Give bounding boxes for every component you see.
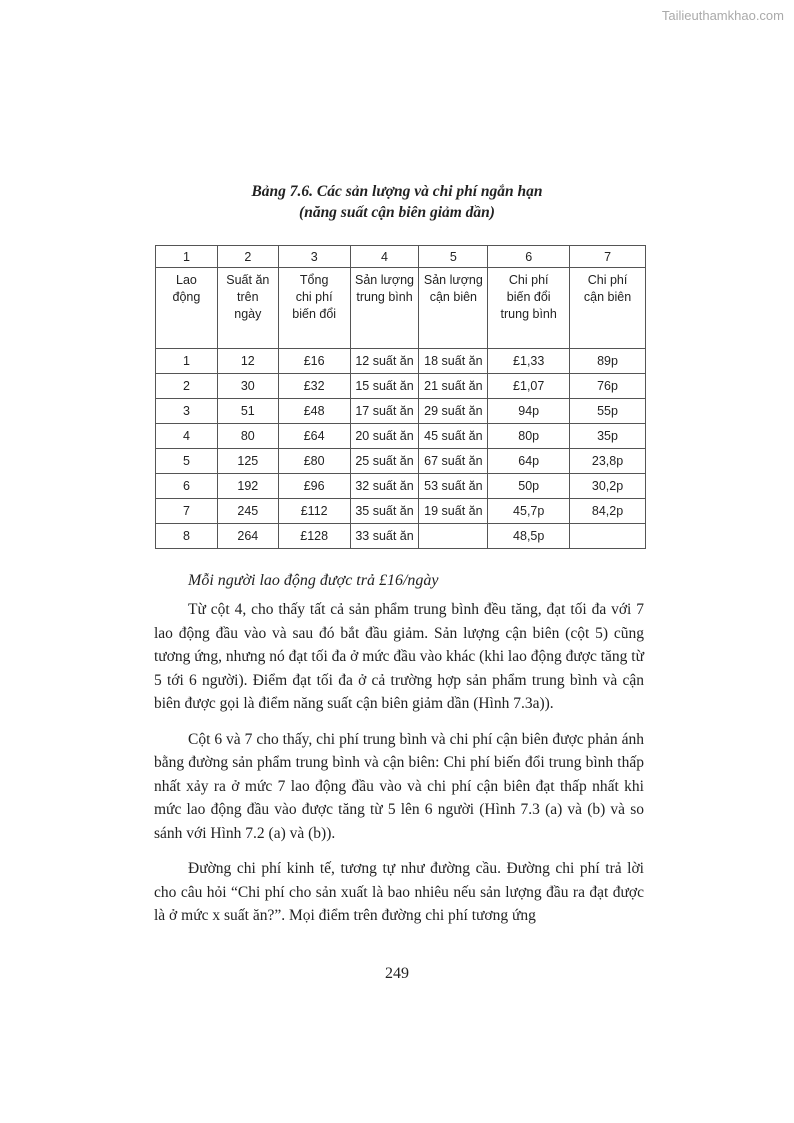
- caption-title: Bảng 7.6. Các sản lượng và chi phí ngắn hạn: [251, 183, 543, 200]
- column-header-line: chi phí: [295, 290, 333, 304]
- table-cell: 45 suất ăn: [419, 424, 488, 449]
- column-header: [217, 268, 278, 349]
- table-cell: 2: [156, 374, 218, 399]
- column-header: [350, 268, 419, 349]
- column-number: 7: [570, 246, 646, 268]
- column-number: 5: [419, 246, 488, 268]
- column-header-line: cận biên: [583, 290, 632, 304]
- column-header: [570, 268, 646, 349]
- table-cell: £128: [278, 524, 350, 549]
- table-cell: 7: [156, 499, 218, 524]
- table-cell: 6: [156, 474, 218, 499]
- column-number: 3: [278, 246, 350, 268]
- column-number: 6: [488, 246, 570, 268]
- table-cell: 17 suất ăn: [350, 399, 419, 424]
- column-header-line: Tổng: [299, 273, 329, 287]
- table-cell: 35p: [570, 424, 646, 449]
- table-cell: [419, 524, 488, 549]
- table-row: [156, 424, 646, 449]
- table-row: [156, 449, 646, 474]
- table-cell: £1,33: [488, 349, 570, 374]
- table-cell: 89p: [570, 349, 646, 374]
- table-cell: 29 suất ăn: [419, 399, 488, 424]
- table-cell: 21 suất ăn: [419, 374, 488, 399]
- table-cell: 30: [217, 374, 278, 399]
- column-header-line: động: [172, 290, 201, 304]
- paragraph-1: Từ cột 4, cho thấy tất cả sản phẩm trung bình đều tăng, đạt tối đa với 7 lao động đầu vào và sau đó bắt đầu giảm. Sản lượng cận biên (cột 5) cũng tương ứng, nhưng nó đạt tối đa ở mức đầu vào khác (khi lao động được tăng từ 5 tới 6 người). Điểm đạt tối đa ở cả trường hợp sản phẩm trung bình và cận biên được gọi là điểm năng suất cận biên giảm dần (Hình 7.3a)).: [154, 601, 644, 712]
- table-row: [156, 499, 646, 524]
- table-cell: 25 suất ăn: [350, 449, 419, 474]
- page-number: 249: [385, 965, 409, 982]
- table-cell: £64: [278, 424, 350, 449]
- watermark: Tailieuthamkhao.com: [661, 8, 784, 23]
- table-cell: £32: [278, 374, 350, 399]
- body-text: [154, 598, 644, 940]
- table-cell: 48,5p: [488, 524, 570, 549]
- table-cell: 80: [217, 424, 278, 449]
- table-cell: £112: [278, 499, 350, 524]
- table-cell: 4: [156, 424, 218, 449]
- paragraph-3: Đường chi phí kinh tế, tương tự như đường cầu. Đường chi phí trả lời cho câu hỏi “Chi phí cho sản xuất là bao nhiêu nếu sản lượng đầu ra đạt được là ở mức x suất ăn?”. Mọi điểm trên đường chi phí tương ứng: [154, 860, 644, 924]
- table-cell: 32 suất ăn: [350, 474, 419, 499]
- table-cell: 45,7p: [488, 499, 570, 524]
- table-cell: 1: [156, 349, 218, 374]
- column-header-line: Sản lượng: [355, 273, 414, 287]
- table-cell: 3: [156, 399, 218, 424]
- table-cell: 50p: [488, 474, 570, 499]
- table-cell: 5: [156, 449, 218, 474]
- table-cell: 19 suất ăn: [419, 499, 488, 524]
- paragraph-2: Cột 6 và 7 cho thấy, chi phí trung bình và chi phí cận biên được phản ánh bằng đường sản phẩm trung bình và cận biên: Chi phí biến đổi trung bình thấp nhất xảy ra ở mức 7 lao động đầu vào và chi phí cận biên đạt thấp nhất khi mức lao động đầu vào được tăng từ 5 lên 6 người (Hình 7.3 (a) và (b) và so sánh với Hình 7.2 (a) và (b)).: [154, 730, 644, 842]
- table-row: [156, 474, 646, 499]
- column-header-line: Chi phí: [587, 273, 628, 287]
- table-cell: 8: [156, 524, 218, 549]
- column-header-line: biến đổi: [292, 307, 337, 321]
- column-header: [278, 268, 350, 349]
- column-number: 4: [350, 246, 419, 268]
- column-number: 1: [156, 246, 218, 268]
- table-cell: 35 suất ăn: [350, 499, 419, 524]
- column-header-line: cận biên: [429, 290, 477, 304]
- table-cell: 12: [217, 349, 278, 374]
- table-cell: 12 suất ăn: [350, 349, 419, 374]
- column-header: [156, 268, 218, 349]
- column-header-line: trung bình: [500, 307, 557, 321]
- table-cell: 53 suất ăn: [419, 474, 488, 499]
- column-header-line: ngày: [234, 307, 262, 321]
- table-cell: 80p: [488, 424, 570, 449]
- table-cell: 23,8p: [570, 449, 646, 474]
- table-cell: 30,2p: [570, 474, 646, 499]
- table-cell: £1,07: [488, 374, 570, 399]
- table-cell: 76p: [570, 374, 646, 399]
- table-cell: 51: [217, 399, 278, 424]
- table-cell: £48: [278, 399, 350, 424]
- table-cell: 64p: [488, 449, 570, 474]
- table-cell: 67 suất ăn: [419, 449, 488, 474]
- column-header-line: trên: [237, 290, 259, 304]
- table-row: [156, 524, 646, 549]
- column-header: [419, 268, 488, 349]
- cost-table: [155, 245, 646, 549]
- column-header-line: Lao: [176, 273, 197, 287]
- table-cell: £96: [278, 474, 350, 499]
- column-header-line: Suất ăn: [226, 273, 270, 287]
- table-body: [156, 349, 646, 549]
- table-cell: 84,2p: [570, 499, 646, 524]
- table-cell: 15 suất ăn: [350, 374, 419, 399]
- table-cell: 192: [217, 474, 278, 499]
- column-number-row: [156, 246, 646, 268]
- table-cell: 20 suất ăn: [350, 424, 419, 449]
- column-header-line: Chi phí: [508, 273, 549, 287]
- subheading: Mỗi người lao động được trả £16/ngày: [188, 572, 439, 589]
- table-cell: 125: [217, 449, 278, 474]
- table-cell: 33 suất ăn: [350, 524, 419, 549]
- column-header-line: biến đổi: [506, 290, 551, 304]
- column-header: [488, 268, 570, 349]
- table-cell: 264: [217, 524, 278, 549]
- table-caption: [0, 181, 794, 223]
- table-cell: £16: [278, 349, 350, 374]
- table-cell: 94p: [488, 399, 570, 424]
- column-header-line: Sản lượng: [423, 273, 483, 287]
- column-header-row: [156, 268, 646, 349]
- table-row: [156, 349, 646, 374]
- table-cell: 245: [217, 499, 278, 524]
- caption-subtitle: (năng suất cận biên giảm dần): [299, 204, 495, 221]
- table-cell: £80: [278, 449, 350, 474]
- table-row: [156, 374, 646, 399]
- column-header-line: trung bình: [356, 290, 413, 304]
- column-number: 2: [217, 246, 278, 268]
- table-row: [156, 399, 646, 424]
- table-cell: 55p: [570, 399, 646, 424]
- table-cell: [570, 524, 646, 549]
- table-cell: 18 suất ăn: [419, 349, 488, 374]
